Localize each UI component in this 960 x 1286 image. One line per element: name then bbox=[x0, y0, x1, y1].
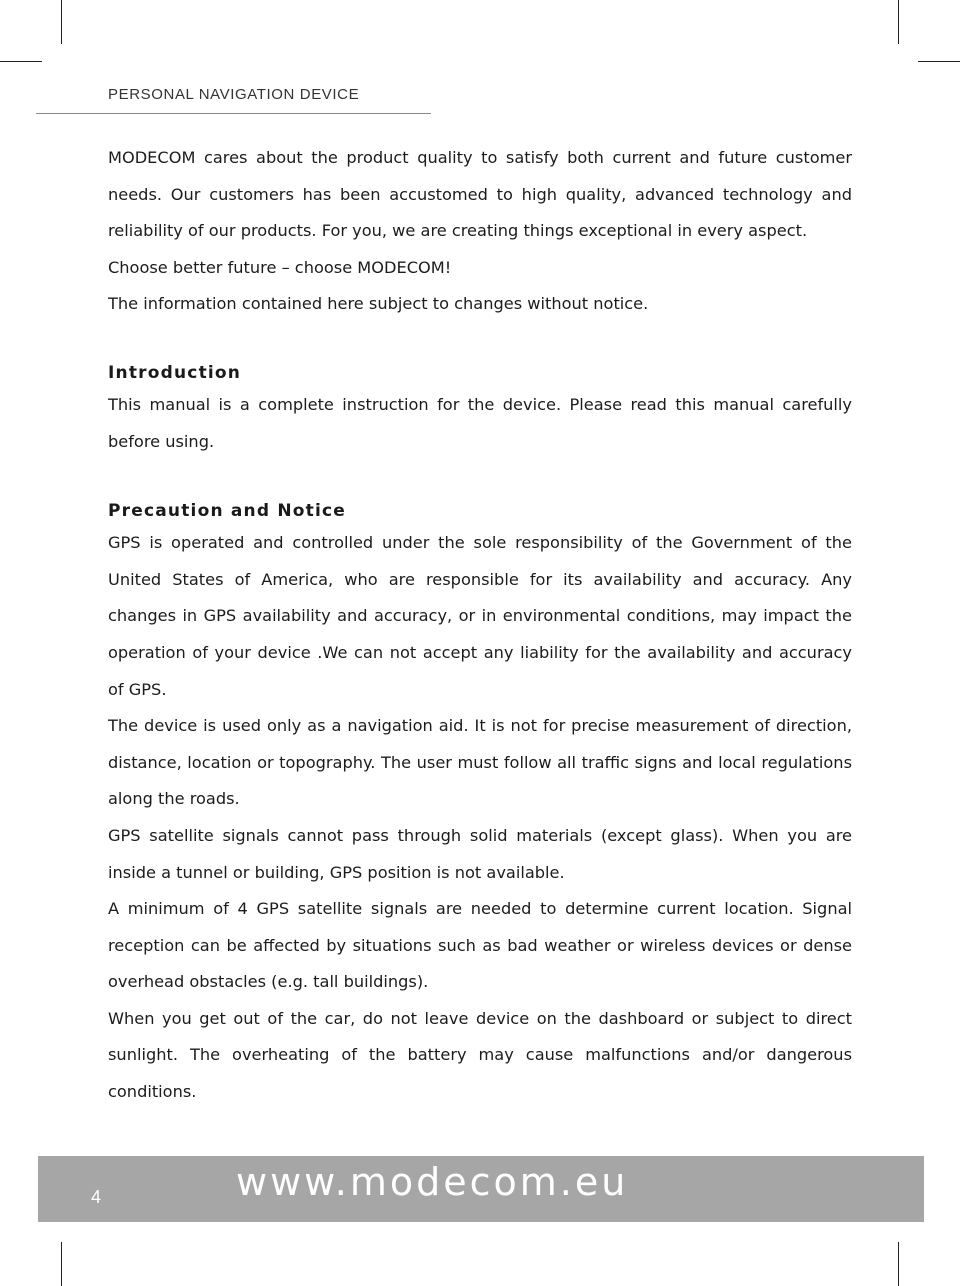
precaution-paragraph: When you get out of the car, do not leave device on the dashboard or subject to direct sunlight. The overheating of the battery may cause malfunctions and/or dangerous conditions. bbox=[108, 1008, 852, 1102]
precaution-paragraph: A minimum of 4 GPS satellite signals are needed to determine current location. Signal reception can be affected by situations such as bad weather or wireless devices or dense overhead obstacles (e.g. tall buildings). bbox=[108, 899, 852, 992]
precaution-body bbox=[108, 525, 852, 1111]
page-number: 4 bbox=[91, 1187, 102, 1207]
page-content bbox=[108, 140, 852, 1111]
intro-paragraph: MODECOM cares about the product quality to satisfy both current and future customer needs. Our customers has been accustomed to high quality, advanced technology and reliability of our products. For you, we are creating things exceptional in every aspect. bbox=[108, 148, 852, 241]
section-title-precaution: Precaution and Notice bbox=[108, 501, 347, 522]
running-header: PERSONAL NAVIGATION DEVICE bbox=[108, 86, 360, 103]
header-rule bbox=[36, 113, 431, 114]
precaution-paragraph: The device is used only as a navigation aid. It is not for precise measurement of direction, distance, location or topography. The user must follow all traffic signs and local regulations along the roads. bbox=[108, 716, 852, 809]
crop-mark bbox=[61, 1242, 62, 1286]
intro-slogan: Choose better future – choose MODECOM! bbox=[108, 257, 452, 277]
crop-mark bbox=[918, 61, 960, 62]
crop-mark bbox=[0, 61, 42, 62]
crop-mark bbox=[898, 1242, 899, 1286]
intro-notice: The information contained here subject to changes without notice. bbox=[108, 294, 649, 314]
footer-url: www.modecom.eu bbox=[236, 1160, 629, 1204]
section-title-introduction: Introduction bbox=[108, 362, 242, 383]
precaution-paragraph: GPS satellite signals cannot pass through solid materials (except glass). When you are inside a tunnel or building, GPS position is not available. bbox=[108, 825, 852, 882]
crop-mark bbox=[61, 0, 62, 44]
introduction-text: This manual is a complete instruction for the device. Please read this manual carefully before using. bbox=[108, 394, 852, 451]
crop-mark bbox=[898, 0, 899, 44]
precaution-paragraph: GPS is operated and controlled under the sole responsibility of the Government of the United States of America, who are responsible for its availability and accuracy. Any changes in GPS availability and accuracy, or in environmental conditions, may impact the operation of your device .We can not accept any liability for the availability and accuracy of GPS. bbox=[108, 533, 852, 699]
